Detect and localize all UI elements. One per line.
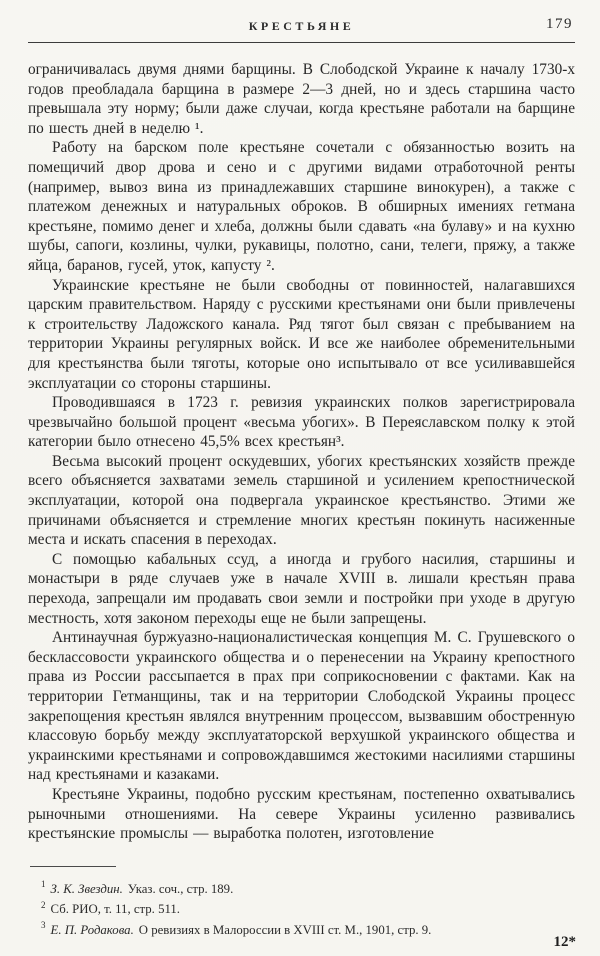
footnote: [28, 879, 575, 900]
footnote-marker: 2: [41, 899, 46, 910]
signature-mark: 12*: [553, 934, 576, 950]
body-paragraph: Антинаучная буржуазно-националистическая концепция М. С. Грушевского о бесклассовости украинского общества и о перенесении на Украину крепостного права из России рассыпается в прах при соприкосновении с фактами. Как на территории Гетманщины, так и на территории Слободской Украины процесс закрепощения крестьян являлся внутренним процессом, вызвавшим обостренную классовую борьбу между эксплуататорской верхушкой украинского общества и украинскими крестьянами и сопровождавшимся жестокими насилиями старшины над крестьянами и казаками.: [28, 629, 575, 784]
footnote: [28, 899, 575, 920]
page-number: 179: [546, 16, 573, 32]
footnote-block: [28, 866, 575, 941]
footnote-text: О ревизиях в Малороссии в XVIII ст. М., 1901, стр. 9.: [138, 922, 432, 937]
body-text: [28, 60, 575, 844]
body-paragraph: Проводившаяся в 1723 г. ревизия украинских полков зарегистрировала чрезвычайно большой процент «весьма убогих». В Переяславском полку к этой категории было отнесено 45,5% всех крестьян³.: [28, 394, 575, 451]
footnote-author: З. К. Звездин.: [50, 881, 123, 896]
header-rule: [28, 42, 575, 43]
running-head-title: КРЕСТЬЯНЕ: [248, 19, 355, 33]
footnote-text: Сб. РИО, т. 11, стр. 511.: [50, 902, 180, 916]
running-head: [28, 12, 575, 40]
body-paragraph: Украинские крестьяне не были свободны от повинностей, налагавшихся царским правительством. Наряду с русскими крестьянами они были привлечены к строительству Ладожского канала. Ряд тягот был связан с пребыванием на территории Украины регулярных войск. И все же наиболее обременительными для крестьянства были тяготы, которые оно испытывало от все усиливавшейся эксплуатации со стороны старшины.: [28, 276, 575, 392]
footnote-text: Указ. соч., стр. 189.: [127, 881, 234, 896]
footnote-author: Е. П. Родакова.: [50, 922, 134, 937]
body-paragraph: Крестьяне Украины, подобно русским крестьянам, постепенно охватывались рыночными отношениями. На севере Украины усиленно развивались крестьянские промыслы — выработка полотен, изготовление: [28, 785, 575, 843]
footnote-marker: 3: [41, 920, 46, 931]
body-paragraph: ограничивалась двумя днями барщины. В Слободской Украине к началу 1730-х годов преобладала барщина в размере 2—3 дней, но и здесь старшина часто превышала эту норму; были даже случаи, когда крестьяне работали на барщине по шесть дней в неделю ¹.: [28, 61, 575, 137]
footnote: [28, 920, 575, 941]
footnote-marker: 1: [41, 879, 46, 890]
body-paragraph: Весьма высокий процент оскудевших, убогих крестьянских хозяйств прежде всего объясняется захватами земель старшиной и усилением крепостнической эксплуатации, которой она подвергала украинское крестьянство. Этими же причинами объясняется и стремление многих крестьян покинуть насиженные места и искать спасения в переходах.: [28, 452, 575, 549]
footnote-rule: [30, 866, 116, 867]
body-paragraph: С помощью кабальных ссуд, а иногда и грубого насилия, старшины и монастыри в ряде случаев уже в начале XVIII в. лишали крестьян права перехода, запрещали им продавать свои земли и постройки при уходе в другую местность, хотя законом переходы еще не были запрещены.: [28, 550, 575, 627]
body-paragraph: Работу на барском поле крестьяне сочетали с обязанностью возить на помещичий двор дрова и сено и с другими видами отработочной ренты (например, вывоз вина из принадлежавших старшине винокурен), а также с платежом денежных и натуральных оброков. В обширных имениях гетмана крестьяне, помимо денег и хлеба, должны были сдавать «на булаву» и на кухню шубы, сапоги, козлины, чулки, рукавицы, полотно, сани, телеги, пряжу, а также яйца, баранов, гусей, уток, капусту ².: [28, 139, 575, 274]
footnotes: [28, 879, 575, 941]
